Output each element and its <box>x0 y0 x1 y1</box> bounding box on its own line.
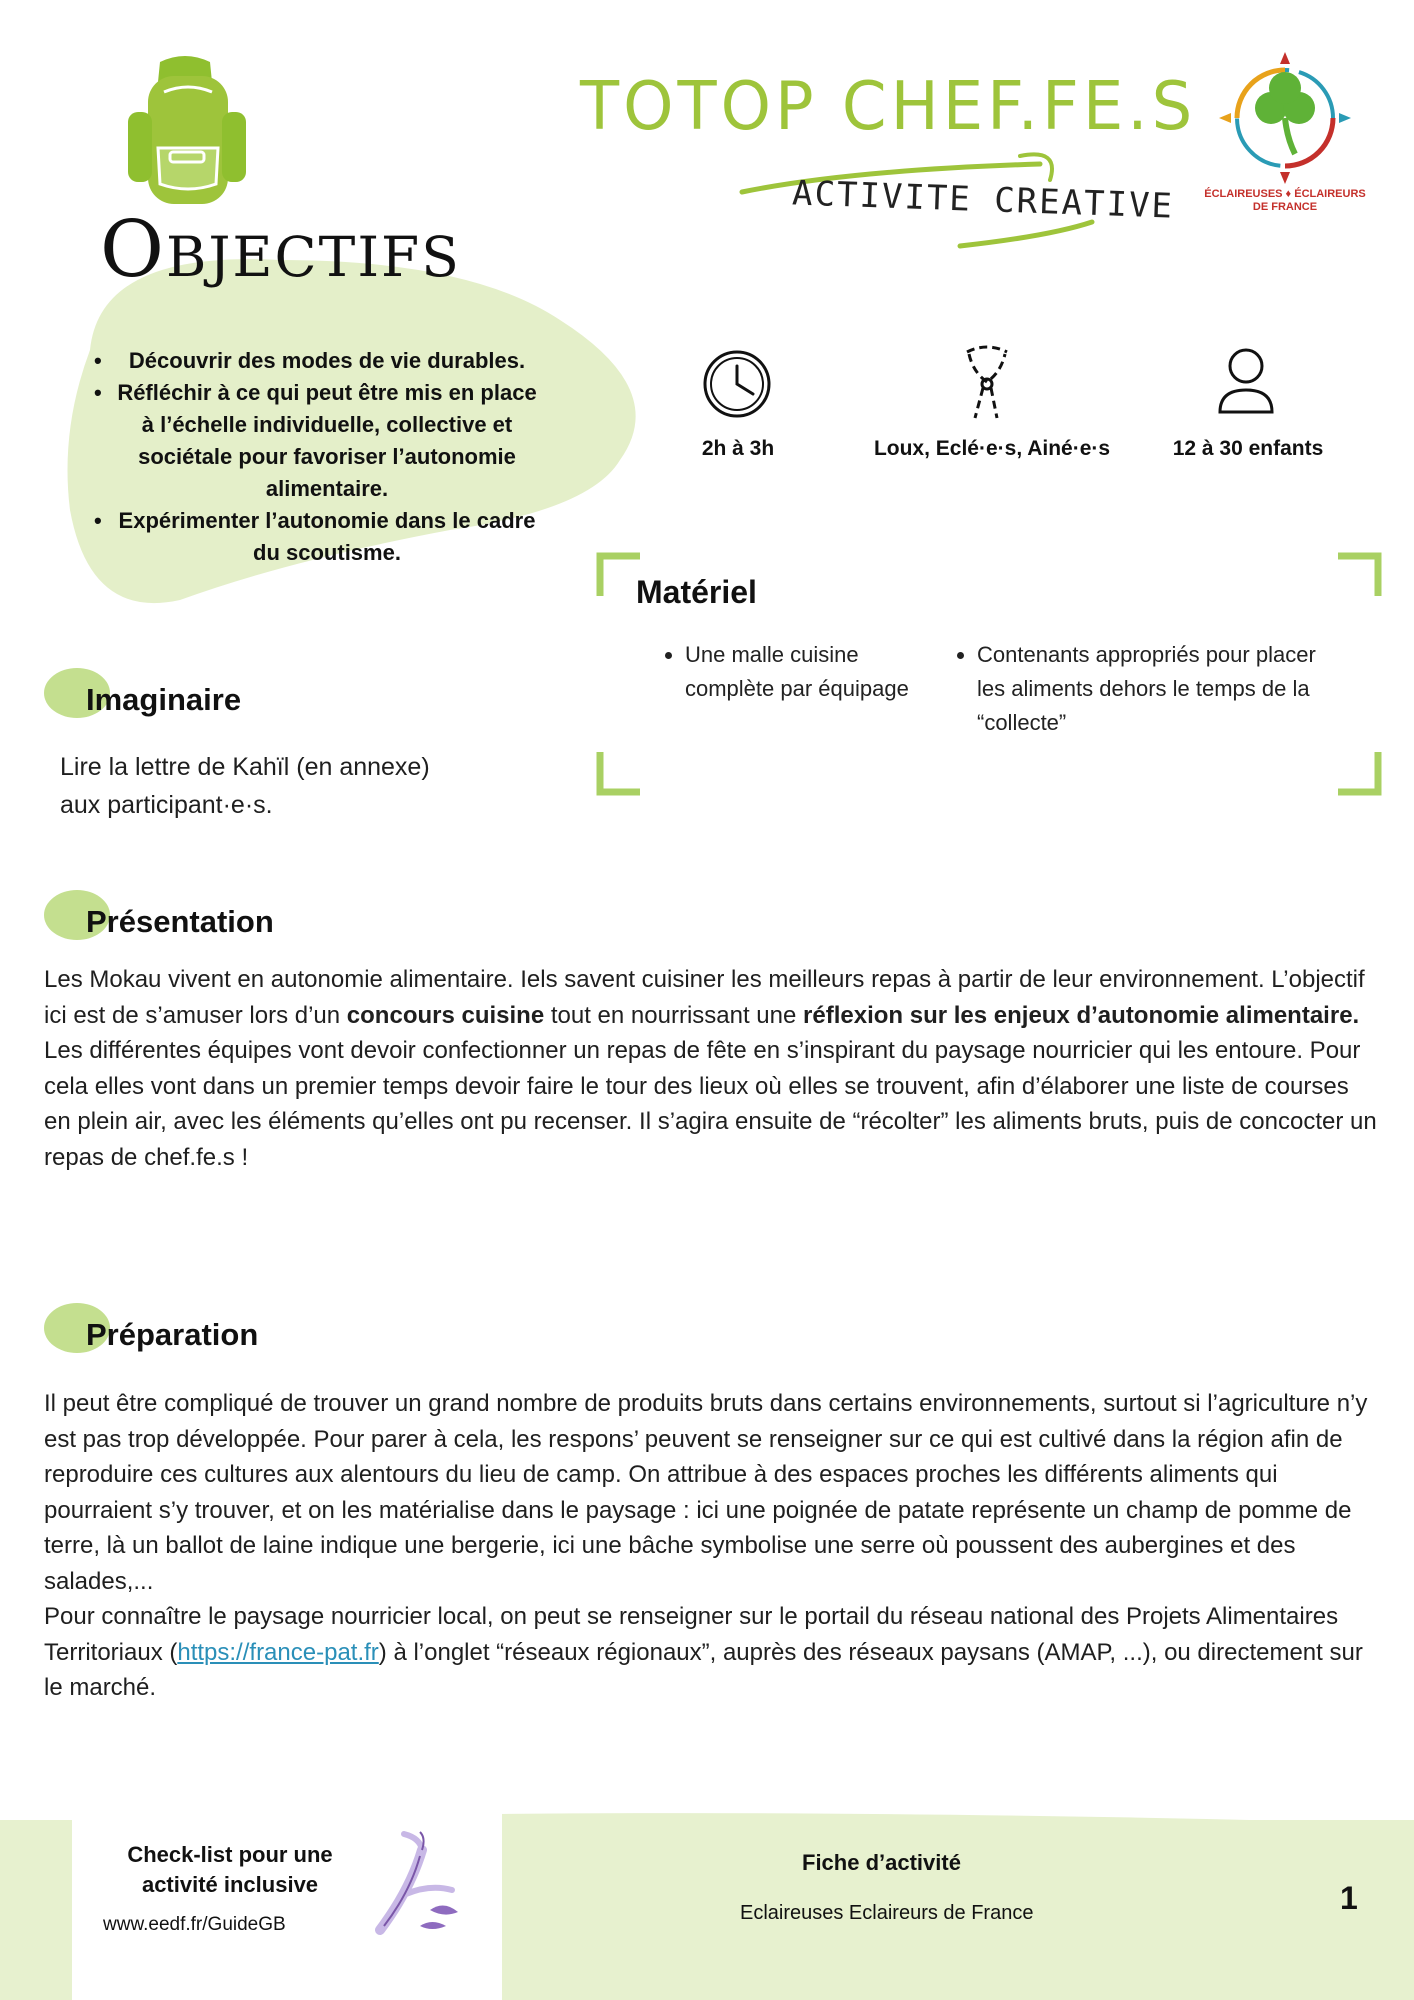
page-number: 1 <box>1340 1880 1358 1916</box>
imaginaire-text: Lire la lettre de Kahïl (en annexe) aux participant·e·s. <box>60 753 430 819</box>
materiel-list-left <box>663 638 935 706</box>
twig-icon <box>360 1830 470 1940</box>
preparation-body <box>44 1386 1382 1706</box>
imaginaire-title: Imaginaire <box>86 682 242 717</box>
group-size-label: 12 à 30 enfants <box>1172 437 1324 460</box>
objectif-item: • Réfléchir à ce qui peut être mis en place à l’échelle individuelle, collective et sociétale pour favoriser l’autonomie alimentaire. <box>80 377 540 505</box>
checklist-title: Check-list pour une activité inclusive <box>127 1842 333 1897</box>
organization-name: Eclaireuses Eclaireurs de France <box>740 1902 1034 1924</box>
backpack-icon <box>120 52 250 212</box>
preparation-paragraph-2: Pour connaître le paysage nourricier local, on peut se renseigner sur le portail du réseau national des Projets Alimentaires Territoriaux (https://france-pat.fr) à l’onglet “réseaux régionaux”, auprès des réseaux paysans (AMAP, ...), ou directement sur le marché. <box>44 1603 1363 1701</box>
presentation-title: Présentation <box>86 904 274 939</box>
materiel-item: • Une malle cuisine complète par équipage <box>685 638 935 706</box>
person-icon <box>1206 342 1286 422</box>
presentation-paragraph-1: Les Mokau vivent en autonomie alimentaire. Iels savent cuisiner les meilleurs repas à partir de leur environnement. L’objectif ici est de s’amuser lors d’un concours cuisine tout en nourrissant une réflexion sur les enjeux d’autonomie alimentaire. <box>44 966 1365 1029</box>
preparation-paragraph-1: Il peut être compliqué de trouver un grand nombre de produits bruts dans certains environnements, surtout si l’agriculture n’y est pas trop développée. Pour parer à cela, les respons’ peuvent se renseigner sur ce qui est cultivé dans la région afin de reproduire ces cultures aux alentours du lieu de camp. On attribue à des espaces proches les différents aliments qui pourraient s’y trouver, et on les matérialise dans le paysage : ici une poignée de patate représente un champ de pomme de terre, là un ballot de laine indique une bergerie, ici une bâche symbolise une serre où poussent des aubergines et des salades,... <box>44 1390 1368 1595</box>
clock-icon <box>697 342 777 422</box>
scarf-icon <box>947 342 1027 422</box>
materiel-item: • Contenants appropriés pour placer les aliments dehors le temps de la “collecte” <box>977 638 1337 740</box>
objectif-item: • Expérimenter l’autonomie dans le cadre du scoutisme. <box>80 505 540 569</box>
activity-title: TOTOP CHEF.FE.S <box>580 68 1197 146</box>
presentation-body <box>44 962 1382 1175</box>
branches-label: Loux, Eclé·e·s, Ainé·e·s <box>873 437 1111 460</box>
objectifs-title: Objectifs <box>100 205 461 295</box>
france-pat-link[interactable]: https://france-pat.fr <box>177 1638 379 1666</box>
materiel-title: Matériel <box>636 574 757 610</box>
objectifs-list <box>80 345 540 569</box>
objectif-item: • Découvrir des modes de vie durables. <box>80 345 540 377</box>
materiel-list-right <box>955 638 1337 740</box>
fiche-title: Fiche d’activité <box>802 1850 961 1875</box>
checklist-url[interactable]: www.eedf.fr/GuideGB <box>103 1914 286 1935</box>
presentation-paragraph-2: Les différentes équipes vont devoir confectionner un repas de fête en s’inspirant du paysage nourricier qui les entoure. Pour cela elles vont dans un premier temps devoir faire le tour des lieux où elles se trouvent, afin d’élaborer une liste de courses en plein air, avec les éléments qu’elles ont pu recenser. Il s’agira ensuite de “récolter” les aliments bruts, puis de concocter un repas de chef.fe.s ! <box>44 1037 1377 1171</box>
preparation-title: Préparation <box>86 1317 259 1352</box>
duration-label: 2h à 3h <box>701 437 775 460</box>
logo-wordmark: ÉCLAIREUSES ♦ ÉCLAIREURS DE FRANCE <box>1204 188 1366 213</box>
activity-subtitle: ACTIVITE CREATIVE <box>791 173 1175 227</box>
